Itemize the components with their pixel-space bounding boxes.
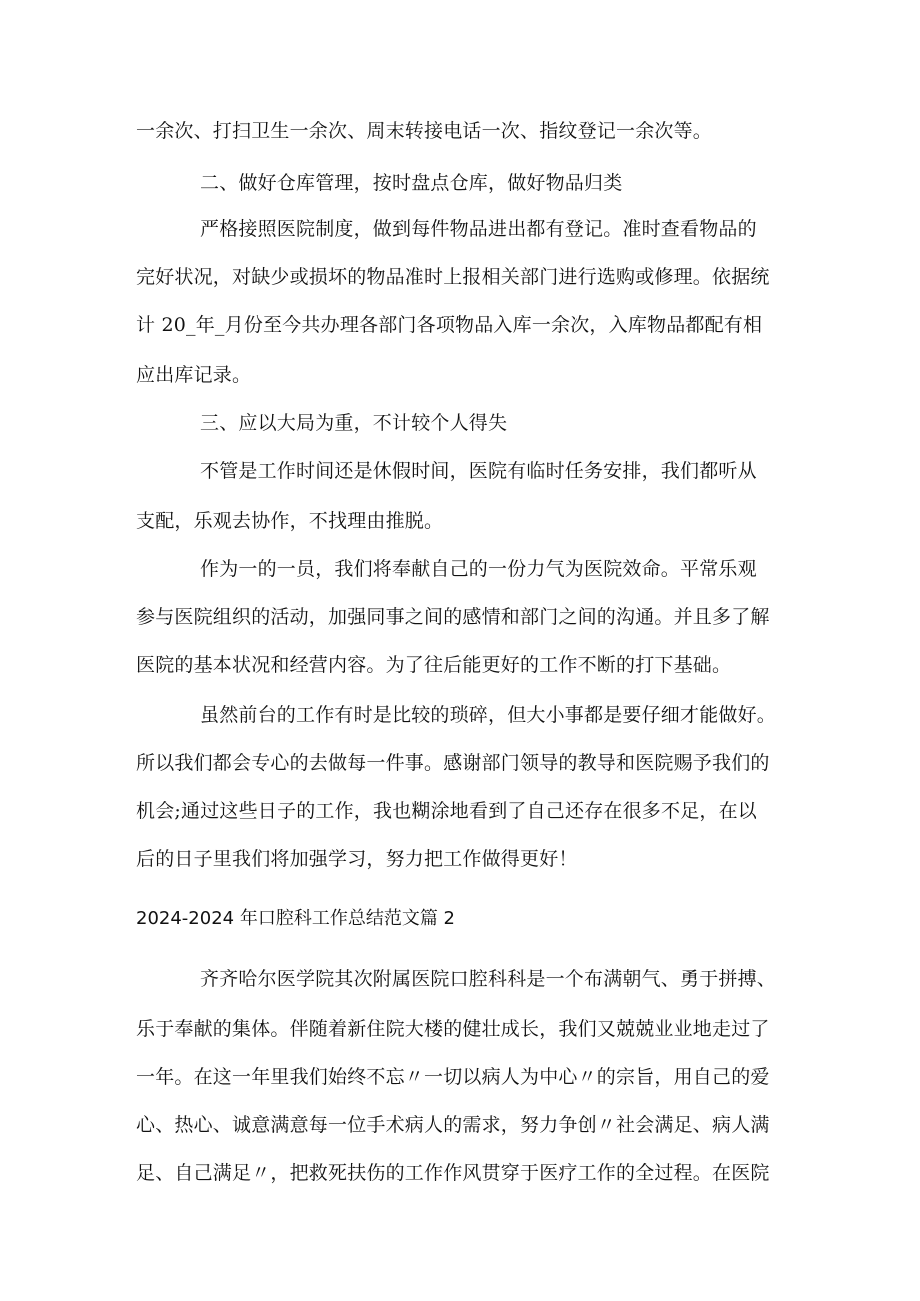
paragraph-line: 完好状况，对缺少或损坏的物品准时上报相关部门进行选购或修理。依据统 [136, 266, 770, 288]
section-heading-3: 三、应以大局为重，不计较个人得失 [200, 412, 508, 434]
paragraph-line: 足、自己满足〃，把救死扶伤的工作作风贯穿于医疗工作的全过程。在医院 [136, 1162, 770, 1184]
paragraph-line: 乐于奉献的集体。伴随着新住院大楼的健壮成长，我们又兢兢业业地走过了 [136, 1018, 770, 1040]
article-title: 2024-2024 年口腔科工作总结范文篇 2 [136, 908, 456, 929]
paragraph-line: 支配，乐观去协作，不找理由推脱。 [136, 510, 444, 532]
body-text-line: 一余次、打扫卫生一余次、周末转接电话一次、指纹登记一余次等。 [136, 120, 713, 142]
paragraph-line: 应出库记录。 [136, 364, 252, 386]
paragraph-line: 所以我们都会专心的去做每一件事。感谢部门领导的教导和医院赐予我们的 [136, 752, 770, 774]
paragraph-line: 虽然前台的工作有时是比较的琐碎，但大小事都是要仔细才能做好。 [200, 704, 777, 726]
paragraph-line: 后的日子里我们将加强学习，努力把工作做得更好！ [136, 848, 578, 870]
paragraph-line: 计 20_年_月份至今共办理各部门各项物品入库一余次，入库物品都配有相 [136, 314, 763, 336]
paragraph-line: 医院的基本状况和经营内容。为了往后能更好的工作不断的打下基础。 [136, 654, 732, 676]
paragraph-line: 参与医院组织的活动，加强同事之间的感情和部门之间的沟通。并且多了解 [136, 606, 770, 628]
paragraph-line: 作为一的一员，我们将奉献自己的一份力气为医院效命。平常乐观 [200, 558, 757, 580]
paragraph-line: 心、热心、诚意满意每一位手术病人的需求，努力争创〃社会满足、病人满 [136, 1114, 770, 1136]
paragraph-line: 机会;通过这些日子的工作，我也糊涂地看到了自己还存在很多不足，在以 [136, 800, 758, 822]
section-heading-2: 二、做好仓库管理，按时盘点仓库，做好物品归类 [200, 172, 623, 194]
paragraph-line: 严格接照医院制度，做到每件物品进出都有登记。准时查看物品的 [200, 218, 757, 240]
paragraph-line: 齐齐哈尔医学院其次附属医院口腔科科是一个布满朝气、勇于拼搏、 [200, 968, 777, 990]
paragraph-line: 一年。在这一年里我们始终不忘〃一切以病人为中心〃的宗旨，用自己的爱 [136, 1066, 770, 1088]
paragraph-line: 不管是工作时间还是休假时间，医院有临时任务安排，我们都听从 [200, 460, 757, 482]
